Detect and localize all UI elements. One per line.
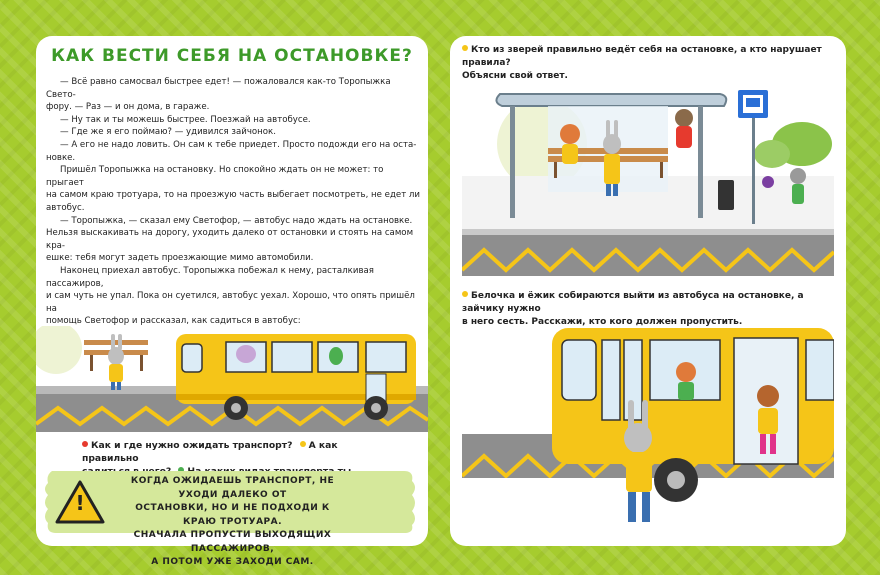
bus-boarding-illustration [462, 328, 834, 536]
story-line: Нельзя выскакивать на дорогу, уходить далеко от остановки и стоять на самом кра- [46, 228, 414, 251]
yellow-bullet [462, 291, 468, 297]
story-line: Наконец приехал автобус. Торопыжка побежал к нему, расталкивая пассажиров, [46, 265, 374, 289]
story-line: ешке: тебя могут задеть проезжающие мимо автомобили. [46, 253, 314, 264]
story-line: — А его не надо ловить. Он сам к тебе приедет. Просто подожди его на оста- [60, 139, 417, 150]
story-line: Пришёл Торопыжка на остановку. Но спокойно ждать он не может: то прыгает [46, 165, 384, 188]
page-title: КАК ВЕСТИ СЕБЯ НА ОСТАНОВКЕ? [51, 46, 413, 66]
story-line: — Ну так и ты можешь быстрее. Поезжай на автобусе. [60, 114, 311, 125]
question-2: А как правильно [82, 440, 338, 464]
story-line: и сам чуть не упал. Пока он суетился, автобус уехал. Хорошо, что опять пришёл на [46, 291, 415, 314]
bus-stop-illustration [36, 326, 428, 432]
warning-line: СНАЧАЛА ПРОПУСТИ ВЫХОДЯЩИХ ПАССАЖИРОВ, [133, 530, 332, 554]
question-1: Как и где нужно ожидать транспорт? [91, 440, 293, 451]
raccoon-figure [675, 109, 693, 148]
ball [762, 176, 774, 188]
task-1-line-1: Кто из зверей правильно ведёт себя на остановке, а кто нарушает правила? [462, 45, 822, 68]
yellow-bullet [462, 45, 468, 51]
story-line: фору. — Раз — и он дома, в гараже. [46, 102, 210, 113]
task-2-line-1: Белочка и ёжик собираются выйти из автобуса на остановке, а зайчику нужно [462, 291, 804, 314]
warning-text [120, 475, 345, 570]
story-line: автобус. [46, 202, 85, 213]
task-2 [462, 290, 834, 329]
story-line: новке. [46, 152, 76, 163]
left-page [36, 36, 428, 567]
right-page [450, 36, 846, 546]
warning-line: ОСТАНОВКИ, НО И НЕ ПОДХОДИ К КРАЮ ТРОТУАРА. [135, 503, 330, 527]
red-bullet [82, 441, 88, 447]
warning-line: КОГДА ОЖИДАЕШЬ ТРАНСПОРТ, НЕ УХОДИ ДАЛЕКО ОТ [130, 476, 335, 500]
story-line: — Где же я его поймаю? — удивился зайчонок. [60, 127, 276, 138]
warning-box [40, 467, 423, 567]
mouse-figure [790, 168, 806, 204]
warning-line: А ПОТОМ УЖЕ ЗАХОДИ САМ. [151, 557, 314, 567]
yellow-bullet [300, 441, 306, 447]
story-line: — Торопыжка, — сказал ему Светофор, — автобус надо ждать на остановке. [60, 215, 413, 226]
trash-bin [718, 180, 734, 210]
story-line: — Всё равно самосвал быстрее едет! — пожаловался как-то Торопыжка Свето- [46, 77, 391, 100]
warning-sign-symbol: ! [75, 491, 85, 515]
task-1-line-2: Объясни свой ответ. [462, 71, 568, 81]
story-line: помощь Светофор и рассказал, как садиться в автобус: [46, 316, 301, 327]
task-2-line-2: в него сесть. Расскажи, кто кого должен пропустить. [462, 317, 743, 327]
task-1 [462, 44, 834, 83]
bus-stop-scene-illustration [462, 84, 834, 276]
story-line: на самом краю тротуара, то на проезжую часть выбегает посмотреть, не едет ли [46, 190, 421, 201]
